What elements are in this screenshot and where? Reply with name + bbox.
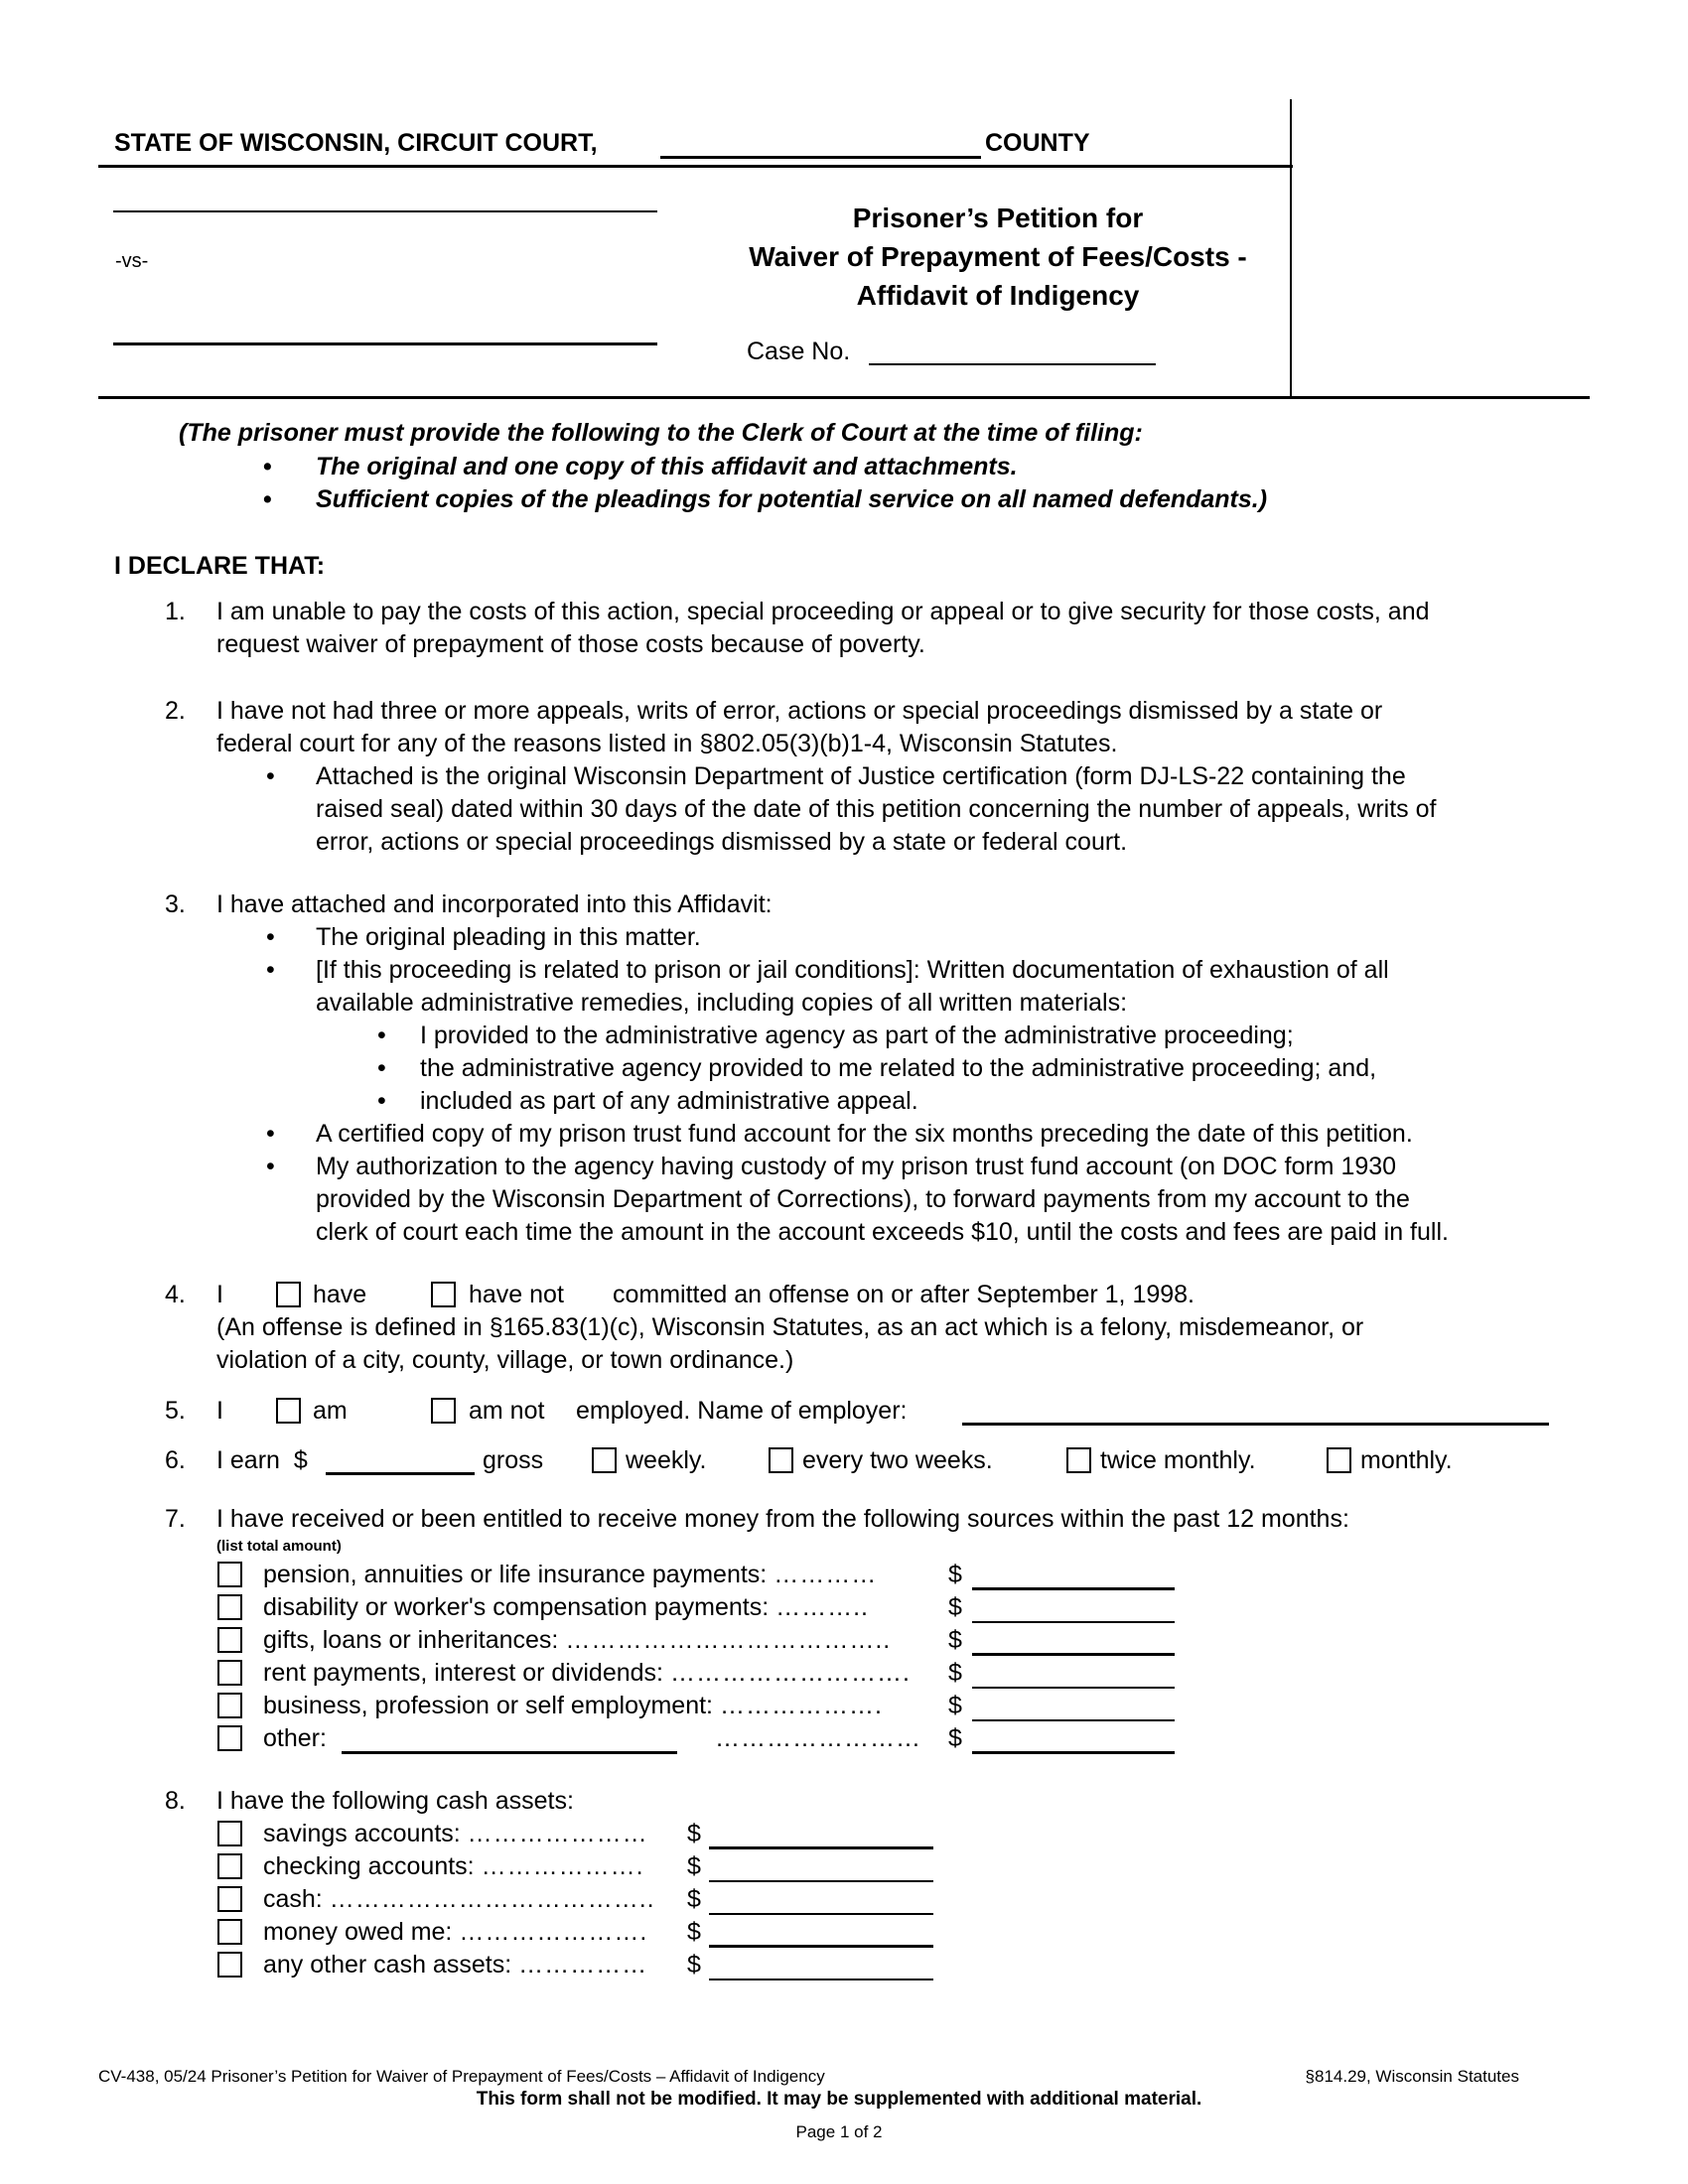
employer-name-field[interactable] (962, 1398, 1549, 1426)
asset-label: any other cash assets: …………… (263, 1951, 648, 1979)
am-checkbox[interactable] (276, 1398, 301, 1424)
currency-symbol: $ (948, 1692, 962, 1719)
have-not-checkbox[interactable] (431, 1282, 456, 1307)
item-3-bullet-1: The original pleading in this matter. (316, 923, 701, 951)
title-line-2: Waiver of Prepayment of Fees/Costs - (749, 241, 1247, 272)
currency-symbol: $ (948, 1626, 962, 1654)
item-4-prefix: I (216, 1281, 223, 1308)
am-not-checkbox[interactable] (431, 1398, 456, 1424)
gifts-amount-field[interactable] (972, 1628, 1175, 1656)
modification-notice: This form shall not be modified. It may be supplemented with additional material. (476, 2089, 1202, 2110)
item-1-line-1: I am unable to pay the costs of this action, special proceeding or appeal or to give security for those costs, and (216, 598, 1430, 625)
item-7-note: (list total amount) (216, 1538, 342, 1555)
asset-label: savings accounts: ………………… (263, 1820, 648, 1847)
item-8-intro: I have the following cash assets: (216, 1787, 574, 1815)
item-3-bullet-2-line-2: available administrative remedies, including copies of all written materials: (316, 989, 1128, 1017)
item-number: 2. (165, 697, 186, 725)
asset-label: money owed me: …………………. (263, 1918, 648, 1946)
rent-amount-field[interactable] (972, 1661, 1175, 1689)
weekly-checkbox[interactable] (592, 1447, 617, 1473)
case-no-field[interactable] (869, 338, 1156, 365)
vs-label: -vs- (115, 250, 149, 272)
income-label: rent payments, interest or dividends: ………………………. (263, 1659, 911, 1687)
money-owed-checkbox[interactable] (217, 1919, 242, 1945)
other-income-source-field[interactable] (342, 1726, 677, 1754)
earnings-amount-field[interactable] (326, 1447, 475, 1475)
item-5-prefix: I (216, 1397, 223, 1425)
bullet-icon: • (266, 956, 275, 984)
income-label: other: (263, 1724, 327, 1752)
asset-label: checking accounts: ………………. (263, 1852, 644, 1880)
income-label: business, profession or self employment: ………………. (263, 1692, 883, 1719)
currency-symbol: $ (687, 1918, 701, 1946)
disability-amount-field[interactable] (972, 1595, 1175, 1623)
item-number: 5. (165, 1397, 186, 1425)
item-7-intro: I have received or been entitled to receive money from the following sources within the past 12 months: (216, 1505, 1349, 1533)
case-no-label: Case No. (747, 338, 851, 365)
item-3-sub-3: included as part of any administrative appeal. (420, 1087, 918, 1115)
currency-symbol: $ (687, 1820, 701, 1847)
item-number: 1. (165, 598, 186, 625)
item-1-line-2: request waiver of prepayment of those costs because of poverty. (216, 630, 925, 658)
currency-symbol: $ (948, 1724, 962, 1752)
item-2-bullet-line-1: Attached is the original Wisconsin Department of Justice certification (form DJ-LS-22 containing the (316, 762, 1406, 790)
income-label: gifts, loans or inheritances: ……………………………….. (263, 1626, 892, 1654)
title-line-3: Affidavit of Indigency (856, 280, 1140, 311)
have-checkbox[interactable] (276, 1282, 301, 1307)
bullet-icon: • (263, 485, 272, 513)
item-3-bullet-4-line-2: provided by the Wisconsin Department of Corrections), to forward payments from my account to the (316, 1185, 1410, 1213)
leader-dots: …………………… (715, 1724, 921, 1752)
item-number: 7. (165, 1505, 186, 1533)
item-6-prefix: I earn $ (216, 1446, 308, 1474)
am-label: am (313, 1397, 348, 1425)
item-number: 8. (165, 1787, 186, 1815)
business-amount-field[interactable] (972, 1694, 1175, 1721)
money-owed-amount-field[interactable] (709, 1920, 933, 1948)
declare-heading: I DECLARE THAT: (114, 552, 326, 580)
checking-amount-field[interactable] (709, 1854, 933, 1882)
income-label: pension, annuities or life insurance payments: ………… (263, 1561, 878, 1588)
disability-checkbox[interactable] (217, 1594, 242, 1620)
item-number: 3. (165, 890, 186, 918)
every-two-weeks-checkbox[interactable] (769, 1447, 793, 1473)
checking-checkbox[interactable] (217, 1853, 242, 1879)
defendant-field[interactable] (113, 318, 657, 345)
rent-checkbox[interactable] (217, 1660, 242, 1686)
income-label: disability or worker's compensation payments: ……….. (263, 1593, 870, 1621)
bullet-icon: • (263, 453, 272, 480)
other-assets-checkbox[interactable] (217, 1952, 242, 1978)
instruction-bullet-2: Sufficient copies of the pleadings for potential service on all named defendants.) (316, 485, 1268, 513)
county-field[interactable] (660, 131, 981, 159)
currency-symbol: $ (948, 1593, 962, 1621)
item-number: 6. (165, 1446, 186, 1474)
pension-checkbox[interactable] (217, 1562, 242, 1587)
bullet-icon: • (266, 1120, 275, 1148)
item-2-bullet-line-3: error, actions or special proceedings dismissed by a state or federal court. (316, 828, 1128, 856)
item-3-sub-2: the administrative agency provided to me related to the administrative proceeding; and, (420, 1054, 1377, 1082)
bullet-icon: • (377, 1022, 386, 1049)
instructions-intro: (The prisoner must provide the following to the Clerk of Court at the time of filing: (179, 419, 1143, 447)
item-3-intro: I have attached and incorporated into this Affidavit: (216, 890, 773, 918)
monthly-label: monthly. (1360, 1446, 1453, 1474)
item-3-bullet-4-line-1: My authorization to the agency having custody of my prison trust fund account (on DOC form 1930 (316, 1153, 1397, 1180)
have-label: have (313, 1281, 367, 1308)
item-3-bullet-4-line-3: clerk of court each time the amount in the account exceeds $10, until the costs and fees are paid in full. (316, 1218, 1449, 1246)
item-3-bullet-2-line-1: [If this proceeding is related to prison or jail conditions]: Written documentation of exhaustion of all (316, 956, 1389, 984)
pension-amount-field[interactable] (972, 1563, 1175, 1590)
twice-monthly-checkbox[interactable] (1066, 1447, 1091, 1473)
bullet-icon: • (266, 1153, 275, 1180)
cash-checkbox[interactable] (217, 1886, 242, 1912)
form-title (695, 199, 1301, 315)
caption-bottom-divider (98, 396, 1590, 399)
other-income-amount-field[interactable] (972, 1726, 1175, 1754)
asset-label: cash: ……………………………….. (263, 1885, 655, 1913)
weekly-label: weekly. (626, 1446, 707, 1474)
bullet-icon: • (266, 762, 275, 790)
item-2-line-1: I have not had three or more appeals, writs of error, actions or special proceedings dismissed by a state or (216, 697, 1383, 725)
caption-divider (98, 165, 1293, 168)
monthly-checkbox[interactable] (1327, 1447, 1351, 1473)
currency-symbol: $ (687, 1885, 701, 1913)
page-number: Page 1 of 2 (795, 2122, 883, 2141)
savings-amount-field[interactable] (709, 1822, 933, 1849)
instruction-bullet-1: The original and one copy of this affidavit and attachments. (316, 453, 1018, 480)
item-2-line-2: federal court for any of the reasons listed in §802.05(3)(b)1-4, Wisconsin Statutes. (216, 730, 1118, 757)
currency-symbol: $ (948, 1659, 962, 1687)
bullet-icon: • (377, 1087, 386, 1115)
other-assets-amount-field[interactable] (709, 1953, 933, 1980)
business-checkbox[interactable] (217, 1693, 242, 1718)
court-label: STATE OF WISCONSIN, CIRCUIT COURT, (114, 129, 598, 157)
currency-symbol: $ (687, 1852, 701, 1880)
county-label: COUNTY (985, 129, 1090, 157)
cash-amount-field[interactable] (709, 1887, 933, 1915)
savings-checkbox[interactable] (217, 1821, 242, 1846)
title-line-1: Prisoner’s Petition for (852, 203, 1144, 233)
form-id: CV-438, 05/24 Prisoner’s Petition for Waiver of Prepayment of Fees/Costs – Affidavit of Indigency (98, 2067, 825, 2086)
item-5-suffix: employed. Name of employer: (576, 1397, 908, 1425)
statute-reference: §814.29, Wisconsin Statutes (1305, 2067, 1519, 2086)
gross-label: gross (483, 1446, 544, 1474)
twice-monthly-label: twice monthly. (1100, 1446, 1256, 1474)
currency-symbol: $ (948, 1561, 962, 1588)
every-two-weeks-label: every two weeks. (802, 1446, 993, 1474)
item-4-note-line-2: violation of a city, county, village, or town ordinance.) (216, 1346, 794, 1374)
item-3-sub-1: I provided to the administrative agency as part of the administrative proceeding; (420, 1022, 1294, 1049)
bullet-icon: • (266, 923, 275, 951)
gifts-checkbox[interactable] (217, 1627, 242, 1653)
item-4-suffix: committed an offense on or after September 1, 1998. (613, 1281, 1195, 1308)
item-3-bullet-3: A certified copy of my prison trust fund account for the six months preceding the date of this petition. (316, 1120, 1413, 1148)
bullet-icon: • (377, 1054, 386, 1082)
am-not-label: am not (469, 1397, 545, 1425)
other-income-checkbox[interactable] (217, 1725, 242, 1751)
currency-symbol: $ (687, 1951, 701, 1979)
item-number: 4. (165, 1281, 186, 1308)
have-not-label: have not (469, 1281, 564, 1308)
item-4-note-line-1: (An offense is defined in §165.83(1)(c), Wisconsin Statutes, as an act which is a felony, misdemeanor, or (216, 1313, 1364, 1341)
item-2-bullet-line-2: raised seal) dated within 30 days of the date of this petition concerning the number of appeals, writs of (316, 795, 1437, 823)
plaintiff-field[interactable] (113, 185, 657, 212)
